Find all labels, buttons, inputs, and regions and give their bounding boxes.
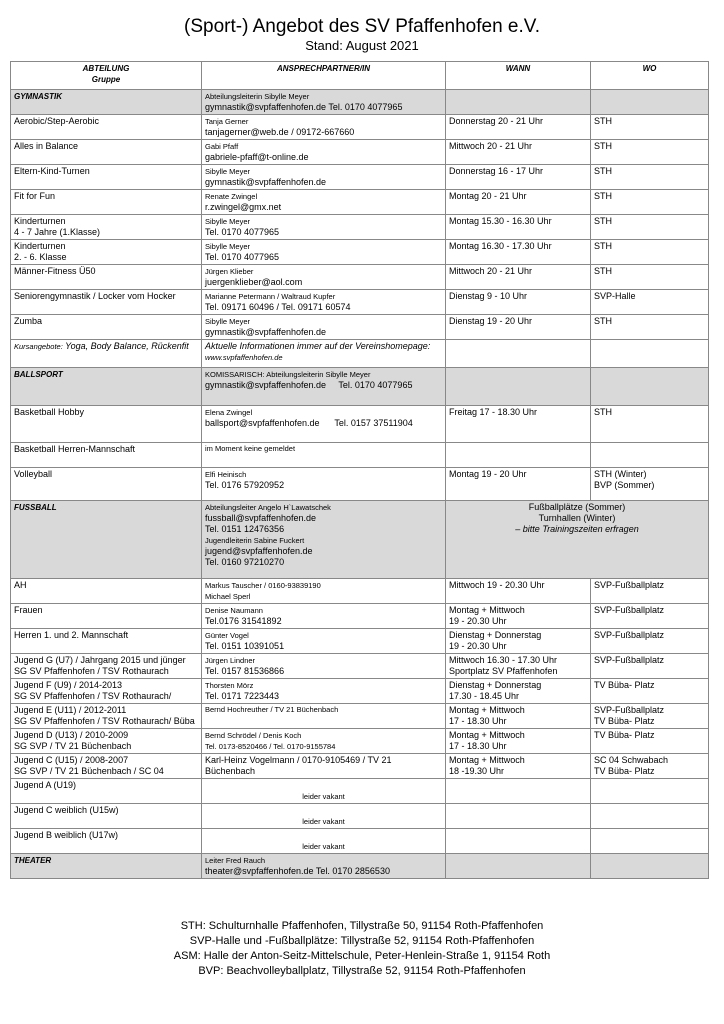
header-abteilung: ABTEILUNG Gruppe [11, 62, 202, 90]
table-row: Jugend G (U7) / Jahrgang 2015 und jünger SG SV Pfaffenhofen / TSV Rothaurach Jürgen Lindner Tel. 0157 81536866 Mittwoch 16.30 - 17.30 Uhr Sportplatz SV Pfaffenhofen SVP-Fußballplatz [11, 654, 709, 679]
legend-line: BVP: Beachvolleyballplatz, Tillystraße 52, 91154 Roth-Pfaffenhofen [198, 965, 526, 977]
section-contact: Abteilungsleiter Angelo H`Lawatschek fussball@svpfaffenhofen.de Tel. 0151 12476356 Jugendleiterin Sabine Fuckert jugend@svpfaffenhofen.de Tel. 0160 97210270 [202, 501, 446, 579]
legend-line: ASM: Halle der Anton-Seitz-Mittelschule, Peter-Henlein-Straße 1, 91154 Roth [173, 950, 551, 962]
table-row: Jugend E (U11) / 2012-2011 SG SV Pfaffenhofen / TSV Rothaurach/ Büba Bernd Hochreuther / TV 21 Büchenbach Montag + Mittwoch 17 - 18.30 Uhr SVP-Fußballplatz TV Büba- Platz [11, 704, 709, 729]
section-gymnastik [11, 90, 709, 115]
header-wann: WANN [446, 62, 591, 90]
table-row: Kinderturnen 2. - 6. Klasse Sibylle Meyer Tel. 0170 4077965 Montag 16.30 - 17.30 Uhr STH [11, 240, 709, 265]
page-title: (Sport-) Angebot des SV Pfaffenhofen e.V. [184, 16, 540, 37]
homepage-link[interactable]: www.svpfaffenhofen.de [205, 353, 283, 362]
table-row: AH Markus Tauscher / 0160-93839190 Michael Sperl Mittwoch 19 - 20.30 Uhr SVP-Fußballplatz [11, 579, 709, 604]
section-contact: Leiter Fred Rauch theater@svpfaffenhofen.de Tel. 0170 2856530 [202, 854, 446, 879]
table-row: Basketball Hobby Elena Zwingel ballsport@svpfaffenhofen.de Tel. 0157 37511904 Freitag 17 - 18.30 Uhr STH [11, 406, 709, 443]
offer-table [10, 61, 709, 879]
table-row: Kinderturnen 4 - 7 Jahre (1.Klasse) Sibylle Meyer Tel. 0170 4077965 Montag 15.30 - 16.30 Uhr STH [11, 215, 709, 240]
table-row: Basketball Herren-Mannschaft im Moment keine gemeldet [11, 443, 709, 468]
header-wo: WO [591, 62, 709, 90]
kursangebote-row: Kursangebote: Yoga, Body Balance, Rückenfit Aktuelle Informationen immer auf der Vereinshomepage: www.svpfaffenhofen.de [11, 340, 709, 368]
section-contact: Abteilungsleiterin Sibylle Meyer gymnastik@svpfaffenhofen.de Tel. 0170 4077965 [202, 90, 446, 115]
table-row: Jugend C (U15) / 2008-2007 SG SVP / TV 21 Büchenbach / SC 04 Karl-Heinz Vogelmann / 0170-9105469 / TV 21 Büchenbach Montag + Mittwoch 18 -19.30 Uhr SC 04 Schwabach TV Büba- Platz [11, 754, 709, 779]
table-row: Jugend B weiblich (U17w) leider vakant [11, 829, 709, 854]
section-name: THEATER [11, 854, 202, 879]
legend-line: STH: Schulturnhalle Pfaffenhofen, Tillystraße 50, 91154 Roth-Pfaffenhofen [180, 920, 544, 932]
table-row: Volleyball Elfi Heinisch Tel. 0176 57920952 Montag 19 - 20 Uhr STH (Winter) BVP (Sommer) [11, 468, 709, 501]
section-ballsport [11, 368, 709, 406]
table-row: Herren 1. und 2. Mannschaft Günter Vogel Tel. 0151 10391051 Dienstag + Donnerstag 19 - 20.30 Uhr SVP-Fußballplatz [11, 629, 709, 654]
table-row: Zumba Sibylle Meyer gymnastik@svpfaffenhofen.de Dienstag 19 - 20 Uhr STH [11, 315, 709, 340]
header-kontakt: ANSPRECHPARTNER/IN [202, 62, 446, 90]
page-subtitle: Stand: August 2021 [305, 38, 419, 53]
table-row: Männer-Fitness Ü50 Jürgen Klieber juergenklieber@aol.com Mittwoch 20 - 21 Uhr STH [11, 265, 709, 290]
section-name: FUSSBALL [11, 501, 202, 579]
section-fussball [11, 501, 709, 579]
table-row: Frauen Denise Naumann Tel.0176 31541892 Montag + Mittwoch 19 - 20.30 Uhr SVP-Fußballplatz [11, 604, 709, 629]
table-row: Jugend D (U13) / 2010-2009 SG SVP / TV 21 Büchenbach Bernd Schrödel / Denis Koch Tel. 0173-8520466 / Tel. 0170-9155784 Montag + Mittwoch 17 - 18.30 Uhr TV Büba- Platz [11, 729, 709, 754]
section-theater [11, 854, 709, 879]
table-row: Alles in Balance Gabi Pfaff gabriele-pfaff@t-online.de Mittwoch 20 - 21 Uhr STH [11, 140, 709, 165]
table-row: Jugend A (U19) leider vakant [11, 779, 709, 804]
section-places: Fußballplätze (Sommer) Turnhallen (Winter) – bitte Trainingszeiten erfragen [446, 501, 709, 579]
table-row: Jugend F (U9) / 2014-2013 SG SV Pfaffenhofen / TSV Rothaurach/ Thorsten Mörz Tel. 0171 7223443 Dienstag + Donnerstag 17.30 - 18.45 Uhr TV Büba- Platz [11, 679, 709, 704]
header-row [11, 62, 709, 90]
table-row: Fit for Fun Renate Zwingel r.zwingel@gmx.net Montag 20 - 21 Uhr STH [11, 190, 709, 215]
legend-line: SVP-Halle und -Fußballplätze: Tillystraße 52, 91154 Roth-Pfaffenhofen [189, 935, 535, 947]
table-row: Eltern-Kind-Turnen Sibylle Meyer gymnastik@svpfaffenhofen.de Donnerstag 16 - 17 Uhr STH [11, 165, 709, 190]
table-row: Aerobic/Step-Aerobic Tanja Gerner tanjagerner@web.de / 09172-667660 Donnerstag 20 - 21 Uhr STH [11, 115, 709, 140]
section-name: GYMNASTIK [11, 90, 202, 115]
table-row: Seniorengymnastik / Locker vom Hocker Marianne Petermann / Waltraud Kupfer Tel. 09171 60496 / Tel. 09171 60574 Dienstag 9 - 10 Uhr SVP-Halle [11, 290, 709, 315]
section-name: BALLSPORT [11, 368, 202, 406]
footer-legend [0, 919, 724, 979]
table-row: Jugend C weiblich (U15w) leider vakant [11, 804, 709, 829]
section-contact: KOMISSARISCH: Abteilungsleiterin Sibylle Meyer gymnastik@svpfaffenhofen.de Tel. 0170 4077965 [202, 368, 446, 406]
